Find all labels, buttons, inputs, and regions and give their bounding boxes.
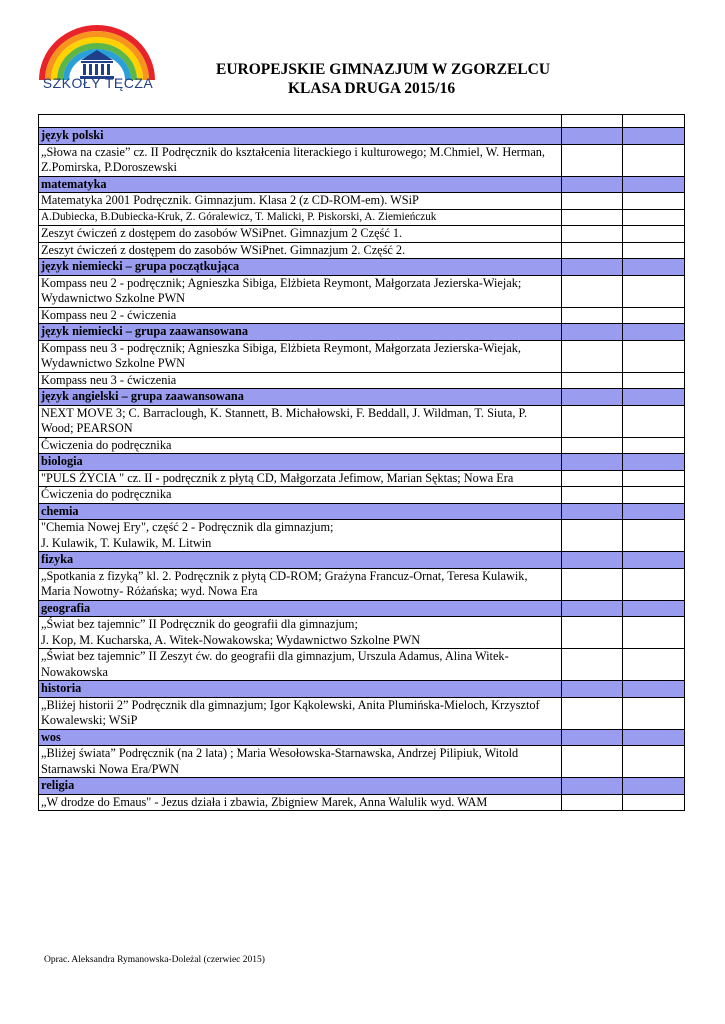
class-year: KLASA DRUGA 2015/16: [288, 80, 456, 97]
empty-cell: [39, 115, 562, 128]
empty-cell: [622, 552, 684, 569]
empty-cell: [561, 340, 622, 372]
subject-name: język polski: [39, 128, 562, 145]
empty-cell: [561, 552, 622, 569]
textbook-entry: "Chemia Nowej Ery", część 2 - Podręcznik dla gimnazjum; J. Kulawik, T. Kulawik, M. Litwin: [39, 520, 562, 552]
textbook-row: [39, 226, 685, 243]
subject-name: chemia: [39, 503, 562, 520]
empty-cell: [622, 503, 684, 520]
empty-cell: [622, 405, 684, 437]
empty-cell: [561, 568, 622, 600]
subject-row: [39, 454, 685, 471]
empty-cell: [561, 275, 622, 307]
empty-cell: [622, 649, 684, 681]
subject-name: wos: [39, 729, 562, 746]
textbook-entry: Kompass neu 2 - podręcznik; Agnieszka Sibiga, Elżbieta Reymont, Małgorzata Jezierska-Wiejak; Wydawnictwo Szkolne PWN: [39, 275, 562, 307]
textbook-row: [39, 794, 685, 811]
empty-cell: [561, 778, 622, 795]
empty-cell: [622, 794, 684, 811]
subject-name: matematyka: [39, 176, 562, 193]
empty-cell: [561, 437, 622, 454]
empty-cell: [561, 144, 622, 176]
empty-cell: [561, 794, 622, 811]
textbook-row: [39, 437, 685, 454]
empty-cell: [561, 242, 622, 259]
textbook-entry: Ćwiczenia do podręcznika: [39, 437, 562, 454]
empty-cell: [622, 778, 684, 795]
empty-cell: [622, 209, 684, 226]
textbook-entry: „Świat bez tajemnic” II Zeszyt ćw. do geografii dla gimnazjum, Urszula Adamus, Alina Witek-Nowakowska: [39, 649, 562, 681]
empty-cell: [561, 372, 622, 389]
empty-cell: [561, 259, 622, 276]
subject-name: geografia: [39, 600, 562, 617]
empty-cell: [622, 128, 684, 145]
empty-cell: [622, 259, 684, 276]
empty-cell: [622, 746, 684, 778]
textbook-entry: Kompass neu 2 - ćwiczenia: [39, 307, 562, 324]
empty-cell: [622, 454, 684, 471]
empty-cell: [561, 226, 622, 243]
subject-row: [39, 128, 685, 145]
empty-cell: [561, 617, 622, 649]
subject-row: [39, 729, 685, 746]
textbook-row: [39, 617, 685, 649]
textbook-row: [39, 340, 685, 372]
textbook-row: [39, 568, 685, 600]
empty-cell: [561, 193, 622, 210]
empty-cell: [622, 340, 684, 372]
textbook-row: [39, 372, 685, 389]
empty-cell: [622, 470, 684, 487]
textbook-row: [39, 470, 685, 487]
textbook-entry: Zeszyt ćwiczeń z dostępem do zasobów WSiPnet. Gimnazjum 2 Część 1.: [39, 226, 562, 243]
empty-cell: [622, 729, 684, 746]
empty-cell: [561, 307, 622, 324]
empty-cell: [622, 681, 684, 698]
empty-cell: [561, 115, 622, 128]
empty-cell: [622, 389, 684, 406]
empty-cell: [561, 600, 622, 617]
empty-cell: [561, 681, 622, 698]
subject-name: język niemiecki – grupa początkująca: [39, 259, 562, 276]
textbook-row: [39, 275, 685, 307]
page-header: [170, 60, 700, 98]
textbook-row: [39, 405, 685, 437]
textbook-entry: Matematyka 2001 Podręcznik. Gimnazjum. Klasa 2 (z CD-ROM-em). WSiP: [39, 193, 562, 210]
empty-cell: [622, 568, 684, 600]
textbook-entry: Kompass neu 3 - podręcznik; Agnieszka Sibiga, Elżbieta Reymont, Małgorzata Jezierska-Wiejak, Wydawnictwo Szkolne PWN: [39, 340, 562, 372]
empty-cell: [561, 503, 622, 520]
textbook-row: [39, 209, 685, 226]
empty-cell: [622, 226, 684, 243]
subject-row: [39, 389, 685, 406]
empty-cell: [561, 649, 622, 681]
empty-cell: [561, 209, 622, 226]
empty-cell: [561, 487, 622, 504]
subject-row: [39, 503, 685, 520]
empty-cell: [622, 617, 684, 649]
textbook-row: [39, 520, 685, 552]
empty-cell: [561, 470, 622, 487]
textbook-row: [39, 487, 685, 504]
empty-cell: [561, 746, 622, 778]
textbook-table: [38, 114, 685, 811]
textbook-row: [39, 193, 685, 210]
textbook-entry: Kompass neu 3 - ćwiczenia: [39, 372, 562, 389]
textbook-row: [39, 746, 685, 778]
textbook-row: [39, 649, 685, 681]
empty-cell: [622, 520, 684, 552]
empty-cell: [622, 437, 684, 454]
empty-cell: [622, 115, 684, 128]
subject-row: [39, 600, 685, 617]
subject-name: język angielski – grupa zaawansowana: [39, 389, 562, 406]
empty-cell: [561, 324, 622, 341]
subject-row: [39, 259, 685, 276]
empty-cell: [561, 176, 622, 193]
empty-cell: [561, 520, 622, 552]
subject-row: [39, 324, 685, 341]
textbook-row: [39, 307, 685, 324]
footer-note: Oprac. Aleksandra Rymanowska-Doleżal (czerwiec 2015): [44, 955, 265, 965]
empty-cell: [622, 372, 684, 389]
textbook-entry: „Spotkania z fizyką” kl. 2. Podręcznik z płytą CD-ROM; Grażyna Francuz-Ornat, Teresa Kulawik, Maria Nowotny- Różańska; wyd. Nowa Era: [39, 568, 562, 600]
textbook-row: [39, 242, 685, 259]
textbook-entry: „Bliżej historii 2” Podręcznik dla gimnazjum; Igor Kąkolewski, Anita Plumińska-Mieloch, Krzysztof Kowalewski; WSiP: [39, 697, 562, 729]
empty-cell: [561, 697, 622, 729]
empty-cell: [622, 697, 684, 729]
subject-name: historia: [39, 681, 562, 698]
empty-cell: [622, 600, 684, 617]
textbook-entry: „W drodze do Emaus" - Jezus działa i zbawia, Zbigniew Marek, Anna Walulik wyd. WAM: [39, 794, 562, 811]
textbook-entry: „Świat bez tajemnic” II Podręcznik do geografii dla gimnazjum; J. Kop, M. Kucharska, A. Witek-Nowakowska; Wydawnictwo Szkolne PWN: [39, 617, 562, 649]
textbook-entry: „Bliżej świata” Podręcznik (na 2 lata) ; Maria Wesołowska-Starnawska, Andrzej Pilipiuk, Witold Starnawski Nowa Era/PWN: [39, 746, 562, 778]
subject-name: fizyka: [39, 552, 562, 569]
empty-cell: [561, 128, 622, 145]
school-name: EUROPEJSKIE GIMNAZJUM W ZGORZELCU: [216, 61, 551, 78]
table-header-row: [39, 115, 685, 128]
textbook-entry: A.Dubiecka, B.Dubiecka-Kruk, Z. Góralewicz, T. Malicki, P. Piskorski, A. Ziemieńczuk: [39, 209, 562, 226]
textbook-entry: Ćwiczenia do podręcznika: [39, 487, 562, 504]
empty-cell: [561, 389, 622, 406]
logo-text: SZKOŁY TĘCZA: [42, 75, 154, 91]
empty-cell: [561, 454, 622, 471]
textbook-entry: "PULS ŻYCIA " cz. II - podręcznik z płytą CD, Małgorzata Jefimow, Marian Sęktas; Nowa Era: [39, 470, 562, 487]
empty-cell: [622, 487, 684, 504]
textbook-entry: NEXT MOVE 3; C. Barraclough, K. Stannett, B. Michałowski, F. Beddall, J. Wildman, T. Siuta, P. Wood; PEARSON: [39, 405, 562, 437]
textbook-row: [39, 144, 685, 176]
subject-row: [39, 552, 685, 569]
empty-cell: [622, 242, 684, 259]
textbook-entry: „Słowa na czasie” cz. II Podręcznik do kształcenia literackiego i kulturowego; M.Chmiel, W. Herman, Z.Pomirska, P.Doroszewski: [39, 144, 562, 176]
subject-row: [39, 681, 685, 698]
empty-cell: [622, 307, 684, 324]
subject-row: [39, 176, 685, 193]
empty-cell: [561, 729, 622, 746]
subject-name: język niemiecki – grupa zaawansowana: [39, 324, 562, 341]
empty-cell: [622, 324, 684, 341]
empty-cell: [622, 176, 684, 193]
textbook-entry: Zeszyt ćwiczeń z dostępem do zasobów WSiPnet. Gimnazjum 2. Część 2.: [39, 242, 562, 259]
empty-cell: [561, 405, 622, 437]
subject-name: religia: [39, 778, 562, 795]
empty-cell: [622, 144, 684, 176]
empty-cell: [622, 193, 684, 210]
textbook-row: [39, 697, 685, 729]
subject-row: [39, 778, 685, 795]
subject-name: biologia: [39, 454, 562, 471]
empty-cell: [622, 275, 684, 307]
